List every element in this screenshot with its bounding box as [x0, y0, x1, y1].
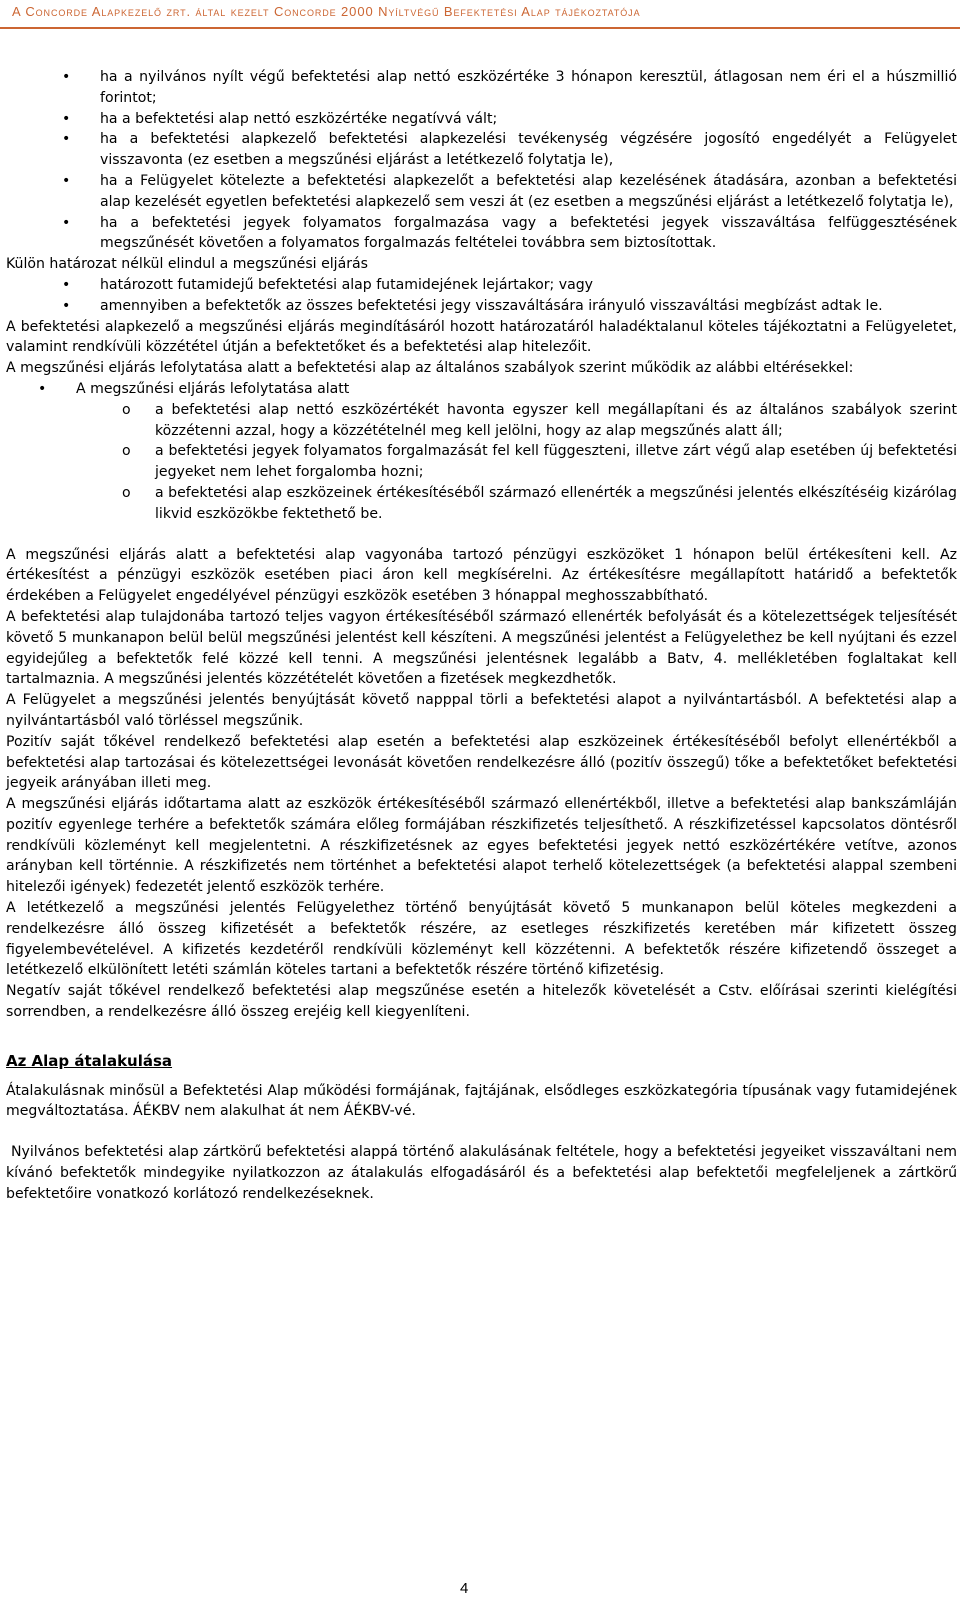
exceptions-sublist: [6, 400, 957, 525]
paragraph: Negatív saját tőkével rendelkező befektetési alap megszűnése esetén a hitelezők követelését a Cstv. előírásai szerinti kielégítési sorrendben, a rendelkezésre álló összeg erejéig kell kiegyenlíteni.: [6, 983, 957, 1021]
bullet-icon: •: [62, 214, 71, 231]
bullet-icon: •: [62, 297, 71, 314]
paragraph: Nyilvános befektetési alap zártkörű befektetési alappá történő alakulásának feltétele, hogy a befektetési jegyeiket visszaváltani nem kívánó befektetők mindegyike nyilatkozzon az átalakulás elfogadásáról és a befektetési alap befektetői megfeleljenek a zártkörű befektetőire vonatkozó korlátozó rendelkezéseknek.: [6, 1144, 957, 1202]
list-item: • ha a nyilvános nyílt végű befektetési alap nettó eszközértéke 3 hónapon keresztül, átlagosan nem éri el a húszmillió forintot;: [62, 69, 957, 106]
circle-bullet-icon: o: [122, 484, 131, 501]
circle-bullet-icon: o: [122, 401, 131, 418]
paragraph: Pozitív saját tőkével rendelkező befektetési alap esetén a befektetési alap eszközeinek értékesítéséből befolyt ellenértékből a befektetési alap tartozásai és kötelezettségei levonását követően rendelkezésre álló (pozitív összegű) tőke a befektetőket befektetési jegyeik arányában illeti meg.: [6, 733, 957, 792]
sub-list-item: o a befektetési jegyek folyamatos forgalmazását fel kell függeszteni, illetve zárt végű alap esetében új befektetési jegyeket nem lehet forgalomba hozni;: [122, 443, 957, 481]
paragraph: A befektetési alapkezelő a megszűnési eljárás megindításáról hozott határozatáról haladéktalanul köteles tájékoztatni a Felügyeletet, valamint rendkívüli közzététel útján a befektetőket és a befektetési alap hitelezőit.: [6, 318, 957, 356]
bullet-icon: •: [62, 131, 71, 148]
paragraph: A megszűnési eljárás időtartama alatt az eszközök értékesítéséből származó ellenértékből, illetve a befektetési alap bankszámláján pozitív egyenlege terhére a befektetők számára előleg formájában részkifizetés teljesíthető. A részkifizetéssel kapcsolatos döntésről rendkívüli közleményt kell megjelentetni. A részkifizetésnek az egyes befektetési jegyek nettó eszközértékére vetítve, azonos arányban kell történnie. A részkifizetés nem történhet a befektetési alapot terhelő kötelezettségek (a befektetési alappal szembeni hitelezői igények) fedezetét jelentő eszközök terhére.: [6, 796, 957, 896]
list-item: • A megszűnési eljárás lefolytatása alatt: [6, 379, 957, 400]
paragraph: A Felügyelet a megszűnési jelentés benyújtását követő napppal törli a befektetési alapot a nyilvántartásból. A befektetési alap a nyilvántartásból való törléssel megszűnik.: [6, 692, 957, 729]
sub-list-item: o a befektetési alap nettó eszközértékét havonta egyszer kell megállapítani és az általános szabályok szerint közzétenni azzal, hogy a közzétételnél meg kell jelölni, hogy az alap megszűnés alatt áll;: [122, 401, 957, 439]
bullet-icon: •: [62, 110, 71, 127]
page-number: 4: [460, 1580, 469, 1597]
page-header-title: A Concorde Alapkezelő zrt. által kezelt Concorde 2000 Nyíltvégű Befektetési Alap tájékoztatója: [12, 4, 641, 19]
header-rule: [0, 27, 960, 29]
section-heading: Az Alap átalakulása: [6, 1051, 173, 1070]
paragraph: A letétkezelő a megszűnési jelentés Felügyelethez történő benyújtását követő 5 munkanapon belül köteles megkezdeni a rendelkezésre álló összeg kifizetését a befektetők részére, az esetleges részkifizetés keretében már kifizetett összeg figyelembevételével. A kifizetés kezdetéről rendkívüli közleményt kell közzétenni. A befektetők részére kifizetendő összeget a letétkezelő elkülönített letéti számlán köteles tartani a befektetők részére történő kifizetésig.: [6, 900, 957, 979]
bullet-icon: •: [62, 172, 71, 189]
spacer: [6, 525, 957, 545]
list-item: • ha a Felügyelet kötelezte a befektetési alapkezelőt a befektetési alap kezelésének átadására, azonban a befektetési alap kezelését egyetlen befektetési alapkezelő sem veszi át (ez esetben a megszűnési eljárást a letétkezelő folytatja le),: [62, 172, 957, 210]
paragraph: Átalakulásnak minősül a Befektetési Alap működési formájának, fajtájának, elsődleges eszközkategória típusának vagy futamidejének megváltoztatása. ÁÉKBV nem alakulhat át nem ÁÉKBV-vé.: [6, 1082, 957, 1120]
automatic-termination-list: [6, 275, 957, 317]
list-item: • ha a befektetési alap nettó eszközértéke negatívvá vált;: [6, 109, 957, 130]
bullet-icon: •: [38, 380, 47, 397]
list-item: • határozott futamidejű befektetési alap futamidejének lejártakor; vagy: [6, 275, 957, 296]
sub-list-item: o a befektetési alap eszközeinek értékesítéséből származó ellenérték a megszűnési jelentés elkészítéséig kizárólag likvid eszközökbe fektethető be.: [122, 484, 957, 522]
circle-bullet-icon: o: [122, 443, 131, 460]
document-body: [6, 67, 957, 1205]
paragraph: A befektetési alap tulajdonába tartozó teljes vagyon értékesítéséből származó ellenérték befolyását és a kötelezettségek teljesítését követő 5 munkanapon belül belül megszűnési jelentést kell készíteni. A megszűnési jelentést a Felügyelethez be kell nyújtani és ezzel egyidejűleg a befektetők felé közzé kell tenni. A megszűnési jelentésnek legalább a Batv, 4. mellékletében foglaltakat kell tartalmaznia. A megszűnési jelentés közzétételét követően a fizetések megkezdhetők.: [6, 608, 957, 688]
termination-conditions-list: [6, 67, 957, 254]
paragraph: Külön határozat nélkül elindul a megszűnési eljárás: [6, 256, 368, 273]
bullet-icon: •: [62, 69, 71, 85]
spacer: [6, 1122, 957, 1142]
list-item: • ha a befektetési jegyek folyamatos forgalmazása vagy a befektetési jegyek visszaváltása felfüggesztésének megszűnését követően a folyamatos forgalmazás feltételei továbbra sem biztosítottak.: [62, 214, 957, 252]
exceptions-list: [6, 379, 957, 400]
paragraph: A megszűnési eljárás lefolytatása alatt a befektetési alap az általános szabályok szerint működik az alábbi eltérésekkel:: [6, 360, 854, 377]
list-item: • amennyiben a befektetők az összes befektetési jegy visszaváltására irányuló visszaváltási megbízást adtak le.: [6, 296, 957, 317]
list-item: • ha a befektetési alapkezelő befektetési alapkezelési tevékenység végzésére jogosító engedélyét a Felügyelet visszavonta (ez esetben a megszűnési eljárást a letétkezelő folytatja le),: [62, 131, 957, 169]
paragraph: A megszűnési eljárás alatt a befektetési alap vagyonába tartozó pénzügyi eszközöket 1 hónapon belül értékesíteni kell. Az értékesítést a pénzügyi eszközök esetében piaci áron kell megkísérelni. Az értékesítésre megállapított határidő a befektetők érdekében a Felügyelet engedélyével pénzügyi eszközök esetében 3 hónappal meghosszabbítható.: [6, 546, 957, 605]
spacer: [6, 1023, 957, 1043]
bullet-icon: •: [62, 276, 71, 293]
